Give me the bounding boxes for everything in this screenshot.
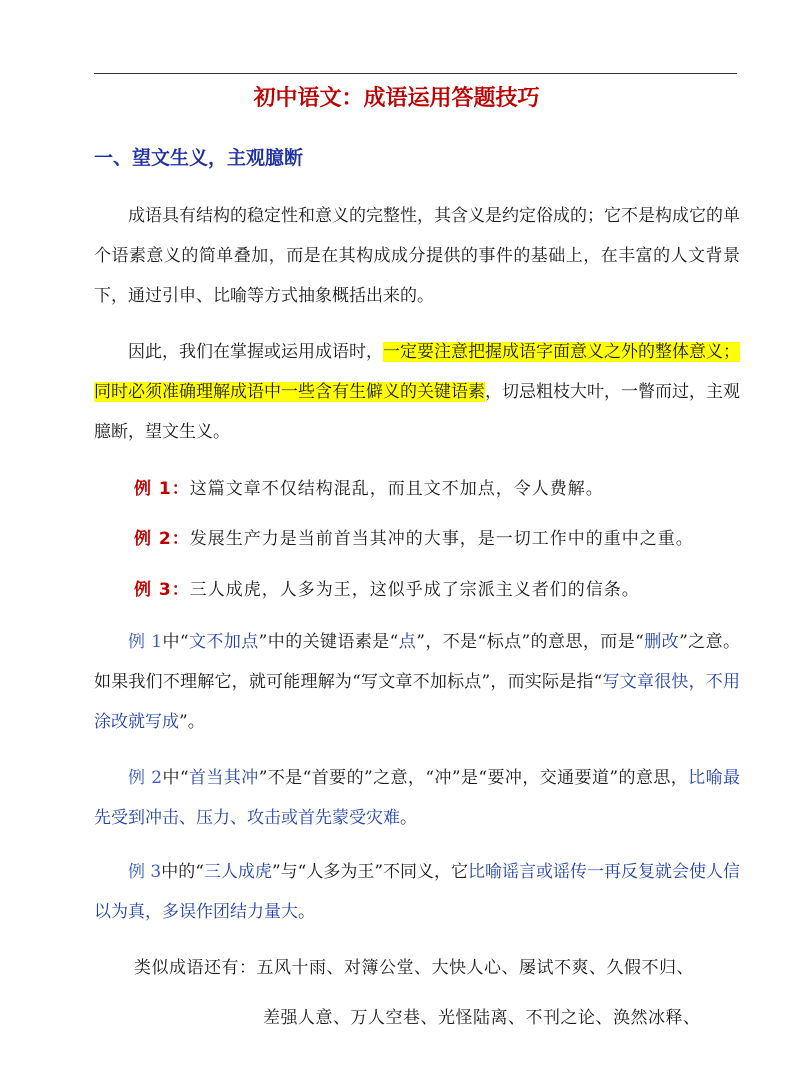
explanation-3-label: 例 3 [128,862,162,882]
explanation-1-text-a: 中“ [162,632,189,652]
explanation-1-meaning: 删改 [643,632,680,652]
similar-idioms-line-1 [134,954,694,982]
example-2 [134,525,744,553]
example-3 [134,576,744,604]
header-rule [94,73,737,74]
explanation-1-label: 例 1 [128,632,163,652]
explanation-2-term: 首当其冲 [188,768,259,788]
explanation-3-text-a: 中的“ [161,862,204,882]
example-2-label: 例 2： [134,529,190,549]
similar-idioms-list-1: 五风十雨、对簿公堂、大快人心、屡试不爽、久假不归、 [256,958,694,978]
page-title: 初中语文：成语运用答题技巧 [253,86,540,111]
explanation-1-morpheme: 点 [398,632,417,652]
explanation-1-text-d: ”之意。如果我们不理解它，就可能理解为“写文章不加标点”，而实际是指“ [94,632,741,692]
example-2-text: 发展生产力是当前首当其冲的大事，是一切工作中的重中之重。 [189,529,694,549]
example-1 [134,475,744,503]
advice-highlight: 一定要注意把握成语字面意义之外的整体意义；同时必须准确理解成语中一些含有生僻义的关键语素 [94,342,740,402]
explanation-2-text-a: 中“ [162,768,189,788]
advice-before: 因此，我们在掌握或运用成语时， [128,342,383,362]
explanation-3 [94,852,740,932]
explanation-3-text-c: 。 [298,902,315,922]
similar-idioms-lead: 类似成语还有： [134,958,257,978]
similar-idioms-list-2: 差强人意、万人空巷、光怪陆离、不刊之论、涣然冰释、 [263,1008,701,1028]
explanation-2-label: 例 2 [128,768,163,788]
explanation-1 [94,622,740,742]
explanation-1-text-e: ”。 [179,712,205,732]
explanation-3-text-b: ”与“人多为王”不同义，它 [271,862,469,882]
explanation-1-text-b: ”中的关键语素是“ [258,632,399,652]
example-3-text: 三人成虎，人多为王，这似乎成了宗派主义者们的信条。 [189,580,640,600]
advice-after: ，切忌粗枝大叶，一瞥而过，主观臆断，望文生义。 [94,382,740,442]
example-3-label: 例 3： [134,580,190,600]
example-1-text: 这篇文章不仅结构混乱，而且文不加点，令人费解。 [189,479,604,499]
section-heading: 一、望文生义，主观臆断 [94,147,304,169]
explanation-1-text-c: ”，不是“标点”的意思，而是“ [416,632,644,652]
paragraph-advice [94,332,740,452]
explanation-2-text-b: ”不是“首要的”之意，“冲”是“要冲，交通要道”的意思， [258,768,689,788]
example-1-label: 例 1： [134,479,190,499]
explanation-2 [94,758,740,838]
paragraph-intro: 成语具有结构的稳定性和意义的完整性，其含义是约定俗成的；它不是构成它的单个语素意义的简单叠加，而是在其构成成分提供的事件的基础上，在丰富的人文背景下，通过引申、比喻等方式抽象概括出来的。 [94,206,740,306]
explanation-1-actual: 写文章很快，不用涂改就写成 [94,672,740,732]
explanation-3-meaning: 比喻谣言或谣传一再反复就会使人信以为真，多误作团结力量大 [94,862,741,922]
explanation-3-term: 三人成虎 [203,862,272,882]
explanation-2-text-c: 。 [400,808,417,828]
similar-idioms-line-2 [263,1004,701,1032]
explanation-2-meaning: 比喻最先受到冲击、压力、攻击或首先蒙受灾难 [94,768,741,828]
explanation-1-term: 文不加点 [188,632,259,652]
